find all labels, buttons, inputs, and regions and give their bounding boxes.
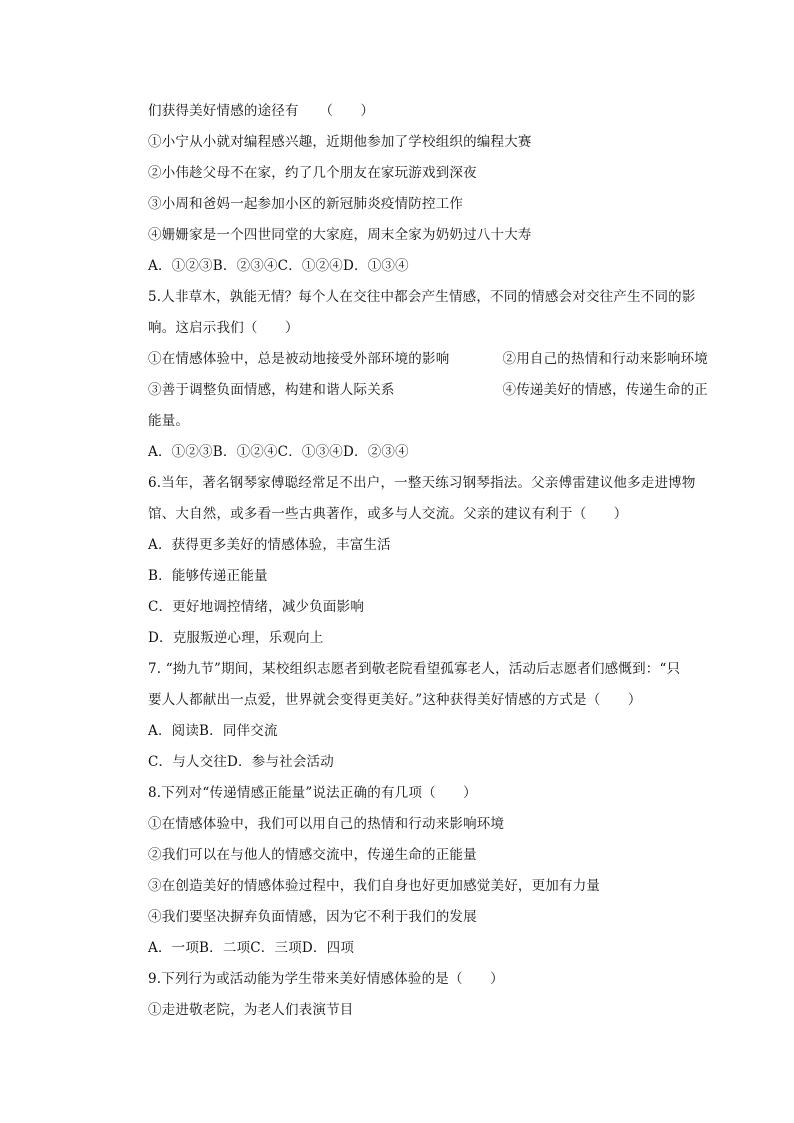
q4-option-2: ②小伟趁父母不在家，约了几个朋友在家玩游戏到深夜 <box>148 165 477 181</box>
question-5-stem: 5.人非草木，孰能无情？每个人在交往中都会产生情感，不同的情感会对交往产生不同的影 <box>148 289 696 305</box>
q5-option-4: ④传递美好的情感，传递生命的正 <box>502 382 708 398</box>
question-7-stem: 7. “拗九节”期间，某校组织志愿者到敬老院看望孤寡老人，活动后志愿者们感慨到：“只 <box>148 661 681 677</box>
question-6-stem-cont: 馆、大自然，或多看一些古典著作，或多与人交流。父亲的建议有利于（ ） <box>148 506 628 522</box>
q7-options-cd: C．与人交往D．参与社会活动 <box>148 754 334 770</box>
q5-answers: A．①②③B．①②④C．①③④D．②③④ <box>148 444 409 460</box>
question-5-stem-cont: 响。这启示我们（ ） <box>148 320 299 336</box>
q5-option-1: ①在情感体验中，总是被动地接受外部环境的影响 <box>148 351 450 367</box>
q4-answers: A．①②③B．②③④C．①②④D．①③④ <box>148 258 409 274</box>
q6-option-c: C．更好地调控情绪，减少负面影响 <box>148 599 365 615</box>
q5-option-3: ③善于调整负面情感，构建和谐人际关系 <box>148 382 395 398</box>
q4-option-4: ④姗姗家是一个四世同堂的大家庭，周末全家为奶奶过八十大寿 <box>148 227 532 243</box>
question-9-stem: 9.下列行为或活动能为学生带来美好情感体验的是（ ） <box>148 971 504 987</box>
question-8-stem: 8.下列对“传递情感正能量”说法正确的有几项（ ） <box>148 785 477 801</box>
q8-option-3: ③在创造美好的情感体验过程中，我们自身也好更加感觉美好，更加有力量 <box>148 878 601 894</box>
q9-option-1: ①走进敬老院，为老人们表演节目 <box>148 1002 354 1018</box>
q8-option-4: ④我们要坚决摒弃负面情感，因为它不利于我们的发展 <box>148 909 477 925</box>
q4-option-3: ③小周和爸妈一起参加小区的新冠肺炎疫情防控工作 <box>148 196 464 212</box>
q5-options-row-1 <box>148 349 708 369</box>
q6-option-b: B．能够传递正能量 <box>148 568 268 584</box>
q5-options-row-2 <box>148 380 708 400</box>
q8-answers: A．一项B．二项C．三项D．四项 <box>148 940 355 956</box>
question-6-stem: 6.当年，著名钢琴家傅聪经常足不出户，一整天练习钢琴指法。父亲傅雷建议他多走进博物 <box>148 475 696 491</box>
q8-option-2: ②我们可以在与他人的情感交流中，传递生命的正能量 <box>148 847 477 863</box>
q4-option-1: ①小宁从小就对编程感兴趣，近期他参加了学校组织的编程大赛 <box>148 134 532 150</box>
q6-option-d: D．克服叛逆心理，乐观向上 <box>148 630 324 646</box>
q5-option-4-cont: 能量。 <box>148 413 190 429</box>
question-4-stem-end: 们获得美好情感的途径有 （ ） <box>148 103 375 119</box>
q8-option-1: ①在情感体验中，我们可以用自己的热情和行动来影响环境 <box>148 816 505 832</box>
q6-option-a: A．获得更多美好的情感体验，丰富生活 <box>148 537 391 553</box>
q7-options-ab: A．阅读B．同伴交流 <box>148 723 278 739</box>
question-7-stem-cont: 要人人都献出一点爱，世界就会变得更美好。”这种获得美好情感的方式是（ ） <box>148 692 642 708</box>
q5-option-2: ②用自己的热情和行动来影响环境 <box>502 351 708 367</box>
